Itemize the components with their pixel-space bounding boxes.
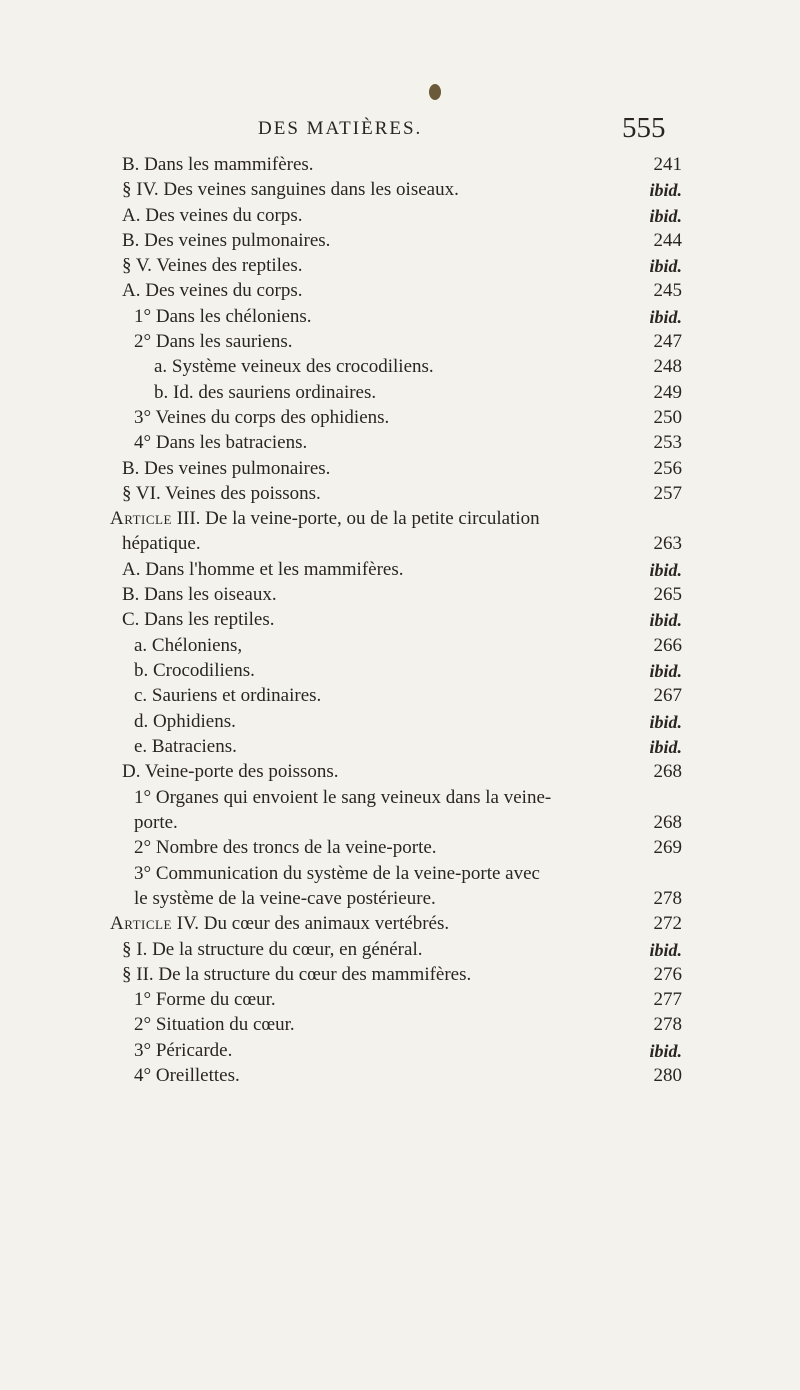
entry-label: A. Dans l'homme et les mammifères. — [122, 559, 404, 580]
entry-label: § I. De la structure du cœur, en général. — [122, 939, 423, 960]
running-head: DES MATIÈRES. — [258, 118, 423, 139]
entry-label: § IV. Des veines sanguines dans les oiseaux. — [122, 179, 459, 200]
entry-page: 256 — [653, 458, 682, 479]
entry-page: 276 — [653, 964, 682, 985]
entry-label: 2° Nombre des troncs de la veine-porte. — [134, 837, 437, 858]
entry-label: 1° Forme du cœur. — [134, 989, 276, 1010]
entry-page: 249 — [653, 382, 682, 403]
entry-page: 277 — [653, 989, 682, 1010]
entry-page: 278 — [653, 1014, 682, 1035]
entry-label: § II. De la structure du cœur des mammifères. — [122, 964, 472, 985]
entry-page: 280 — [653, 1065, 682, 1086]
entry-page: ibid. — [649, 180, 682, 200]
entry-page: 244 — [653, 230, 682, 251]
entry-page: ibid. — [649, 712, 682, 732]
entry-page: 253 — [653, 432, 682, 453]
entry-page: ibid. — [649, 256, 682, 276]
entry-page: ibid. — [649, 1041, 682, 1061]
entry-page: ibid. — [649, 206, 682, 226]
entry-label: 2° Dans les sauriens. — [134, 331, 293, 352]
entry-label: B. Des veines pulmonaires. — [122, 458, 331, 479]
entry-page: 265 — [653, 584, 682, 605]
entry-label: B. Dans les mammifères. — [122, 154, 314, 175]
entry-page: 272 — [653, 913, 682, 934]
entry-page: ibid. — [649, 560, 682, 580]
entry-text: III. De la veine-porte, ou de la petite circulation — [176, 508, 540, 529]
entry-page: ibid. — [649, 307, 682, 327]
entry-label: 3° Péricarde. — [134, 1040, 233, 1061]
entry-page: 266 — [653, 635, 682, 656]
entry-label: a. Chéloniens, — [134, 635, 243, 656]
toc-entry — [0, 1061, 800, 1091]
article-prefix: Article — [110, 508, 172, 529]
entry-page: 268 — [653, 812, 682, 833]
entry-page: 248 — [653, 356, 682, 377]
entry-page: ibid. — [649, 737, 682, 757]
entry-label: le système de la veine-cave postérieure. — [134, 888, 436, 909]
entry-page: 245 — [653, 280, 682, 301]
entry-label: 2° Situation du cœur. — [134, 1014, 295, 1035]
entry-label: 3° Veines du corps des ophidiens. — [134, 407, 390, 428]
entry-label: hépatique. — [122, 533, 201, 554]
entry-page: ibid. — [649, 661, 682, 681]
entry-label: B. Dans les oiseaux. — [122, 584, 277, 605]
entry-page: 278 — [653, 888, 682, 909]
entry-page: 257 — [653, 483, 682, 504]
entry-label: 4° Dans les batraciens. — [134, 432, 308, 453]
entry-label: 1° Organes qui envoient le sang veineux dans la veine- — [134, 787, 552, 808]
entry-page: 268 — [653, 761, 682, 782]
entry-label: b. Id. des sauriens ordinaires. — [154, 382, 377, 403]
entry-label: § V. Veines des reptiles. — [122, 255, 303, 276]
entry-label: A. Des veines du corps. — [122, 280, 303, 301]
entry-page: 247 — [653, 331, 682, 352]
entry-label: a. Système veineux des crocodiliens. — [154, 356, 434, 377]
entry-page: ibid. — [649, 940, 682, 960]
entry-label: § VI. Veines des poissons. — [122, 483, 321, 504]
entry-label: d. Ophidiens. — [134, 711, 236, 732]
entry-label: 1° Dans les chéloniens. — [134, 306, 312, 327]
entry-page: 267 — [653, 685, 682, 706]
entry-label: D. Veine-porte des poissons. — [122, 761, 339, 782]
entry-label: porte. — [134, 812, 178, 833]
entry-label: A. Des veines du corps. — [122, 205, 303, 226]
entry-label: b. Crocodiliens. — [134, 660, 255, 681]
entry-page: ibid. — [649, 610, 682, 630]
entry-page: 250 — [653, 407, 682, 428]
article-prefix: Article — [110, 913, 172, 934]
entry-label: B. Des veines pulmonaires. — [122, 230, 331, 251]
entry-label: 3° Communication du système de la veine-porte avec — [134, 863, 540, 884]
entry-label: 4° Oreillettes. — [134, 1065, 240, 1086]
entry-label: c. Sauriens et ordinaires. — [134, 685, 322, 706]
entry-label: C. Dans les reptiles. — [122, 609, 275, 630]
entry-page: 241 — [653, 154, 682, 175]
entry-text: IV. Du cœur des animaux vertébrés. — [176, 913, 450, 934]
entry-label: e. Batraciens. — [134, 736, 237, 757]
entry-page: 263 — [653, 533, 682, 554]
entry-page: 269 — [653, 837, 682, 858]
ink-spot — [429, 84, 441, 100]
page-number: 555 — [622, 112, 666, 144]
page-header — [0, 112, 800, 152]
